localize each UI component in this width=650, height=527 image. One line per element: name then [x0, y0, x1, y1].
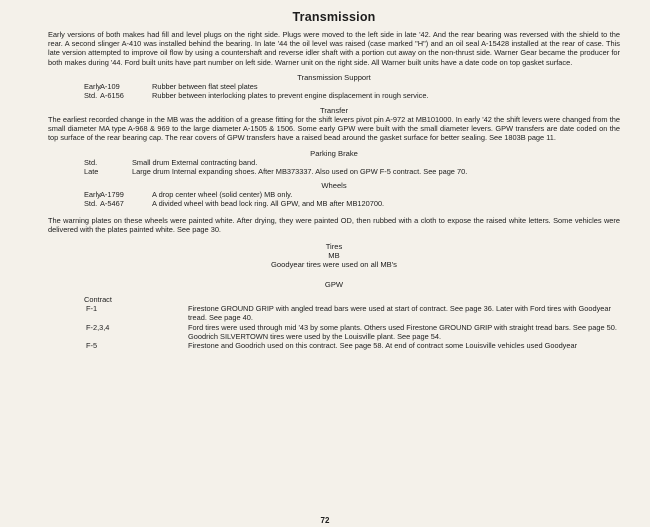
section-heading-parking-brake: Parking Brake	[310, 148, 358, 158]
contract-description: Ford tires were used through mid '43 by some plants. Others used Firestone GROUND GRIP with straight tread bars. See page 50. Goodrich SILVERTOWN tires were used by the Louisville plant. See page 54.	[188, 322, 617, 341]
contract-number: F-1	[86, 304, 98, 314]
section-heading-tires: Tires	[325, 242, 343, 252]
document-page	[48, 10, 620, 350]
parking-brake-row	[48, 167, 620, 176]
row-label: Early	[84, 189, 101, 199]
row-label: Early	[84, 81, 101, 91]
part-number: A-109	[100, 81, 120, 91]
gpw-contract-row	[48, 323, 620, 341]
row-label: Std.	[84, 90, 98, 100]
row-description: Rubber between flat steel plates	[152, 81, 258, 91]
subheading-gpw: GPW	[324, 280, 344, 290]
row-description: A divided wheel with bead lock ring. All GPW, and MB after MB120700.	[152, 198, 385, 208]
row-description: A drop center wheel (solid center) MB only.	[152, 189, 293, 199]
transfer-paragraph: The earliest recorded change in the MB was the addition of a grease fitting for the shift levers pivot pin A-972 at MB101000. In early '42 the shift levers were changed from the small diameter MA type A-968 & 969 to the large diameter A-1505 & 1506. Some early GPW were built with the small diameter levers. GPW transfers are date coded on the top surface of the rear bearing cap. The rear covers of GPW transfers have a raised bead around the gasket surface for better sealing. See 1803B page 11.	[48, 115, 620, 143]
contract-number: F-5	[86, 340, 98, 350]
contract-label: Contract	[84, 295, 112, 305]
mb-tires-text: Goodyear tires were used on all MB's	[271, 260, 397, 270]
row-description: Small drum External contracting band.	[132, 157, 258, 167]
row-label: Late	[84, 166, 99, 176]
part-number: A-5467	[100, 198, 124, 208]
section-heading-wheels: Wheels	[321, 180, 347, 190]
parking-brake-row	[48, 158, 620, 167]
wheels-note: The warning plates on these wheels were painted white. After drying, they were painted OD, then rubbed with a cloth to expose the raised white letters. Some vehicles were delivered with the plates painted white. See page 30.	[48, 215, 620, 235]
support-row	[48, 82, 620, 91]
row-label: Std.	[84, 157, 98, 167]
part-number: A-1799	[100, 189, 124, 199]
gpw-contract-row	[48, 341, 620, 350]
page-number: 72	[320, 516, 330, 525]
subheading-mb: MB	[328, 251, 340, 261]
page-title: Transmission	[292, 10, 376, 24]
contract-number: F-2,3,4	[86, 322, 110, 332]
contract-description: Firestone and Goodrich used on this contract. See page 58. At end of contract some Louisville vehicles used Goodyear	[188, 340, 578, 350]
wheels-row	[48, 199, 620, 208]
row-label: Std.	[84, 198, 98, 208]
gpw-contract-row	[48, 304, 620, 322]
support-row	[48, 91, 620, 100]
section-heading-support: Transmission Support	[297, 72, 371, 82]
part-number: A-6156	[100, 90, 124, 100]
intro-paragraph: Early versions of both makes had fill and level plugs on the right side. Plugs were moved to the left side in late '42. And the rear bearing was reversed with the shield to the rear. A second slinger A-410 was installed behind the bearing. In late '44 the oil level was raised (case marked "H") and an oil seal A-15428 installed at the rear of case. This late version attempted to improve oil flow by using a countershaft and reverse idler shaft with a portion cut away on the non-thrust side. Warner Gear became the producer for both makes during '44. Ford built units have part number on left side. Warner unit on the right side. All Warner built units have a date code on top gasket surface.	[48, 30, 620, 67]
row-description: Large drum Internal expanding shoes. After MB373337. Also used on GPW F-5 contract. See page 70.	[132, 166, 468, 176]
row-description: Rubber between interlocking plates to prevent engine displacement in rough service.	[152, 90, 429, 100]
contract-description: Firestone GROUND GRIP with angled tread bars were used at start of contract. See page 36. Later with Ford tires with Goodyear tread. See page 40.	[188, 304, 611, 323]
section-heading-transfer: Transfer	[320, 106, 348, 115]
wheels-row	[48, 190, 620, 199]
